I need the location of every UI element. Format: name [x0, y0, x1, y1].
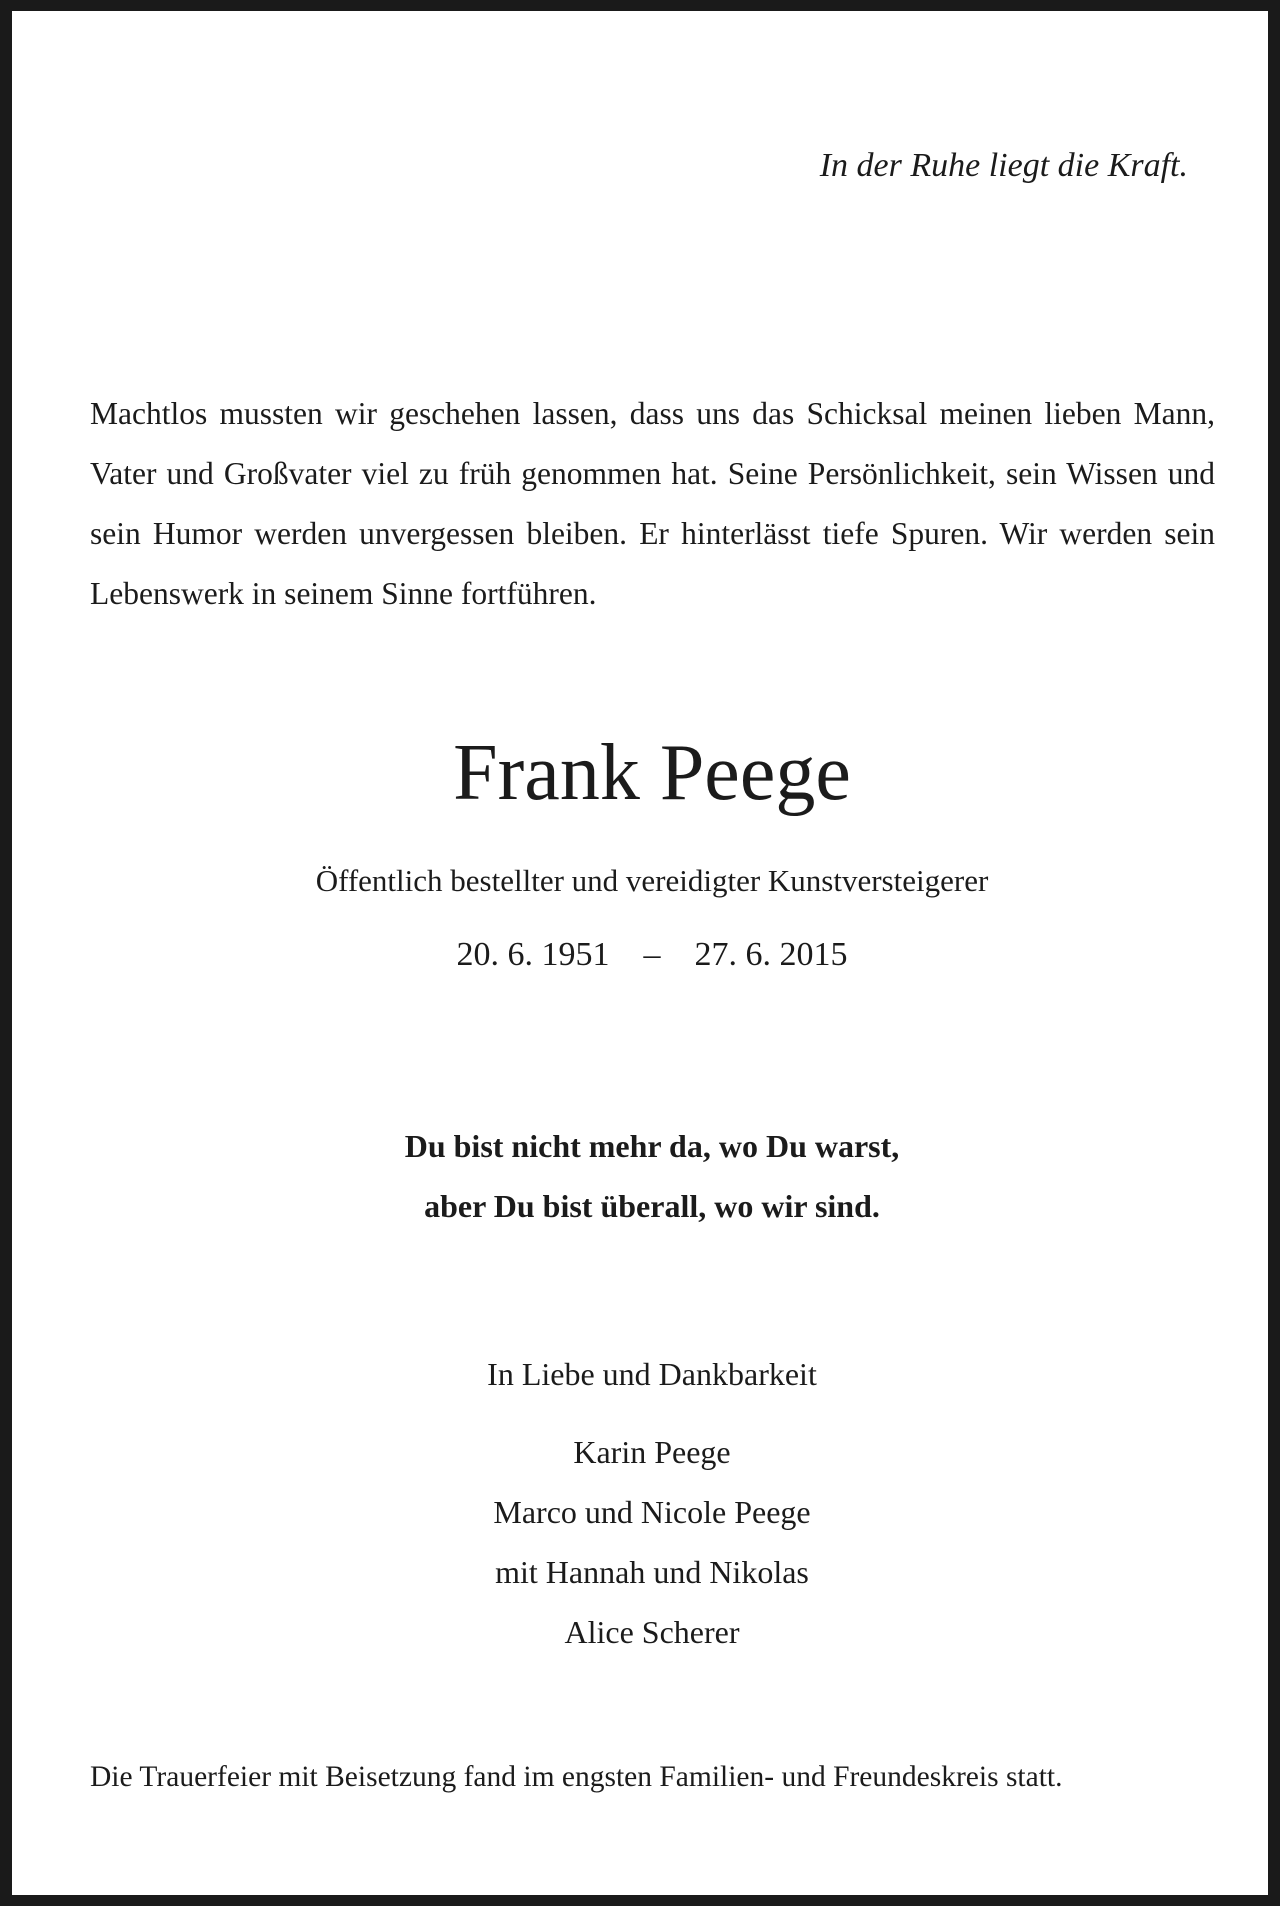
funeral-note: Die Trauerfeier mit Beisetzung fand im engsten Familien- und Freundeskreis statt. — [90, 1761, 1063, 1793]
mourner: Karin Peege — [573, 1434, 731, 1470]
quote-line-2: aber Du bist überall, wo wir sind. — [424, 1188, 880, 1224]
mourner: Alice Scherer — [564, 1614, 740, 1650]
motto: In der Ruhe liegt die Kraft. — [819, 147, 1188, 184]
quote-line-1: Du bist nicht mehr da, wo Du warst, — [404, 1128, 900, 1164]
mourner: Marco und Nicole Peege — [493, 1494, 811, 1530]
deceased-name: Frank Peege — [453, 729, 851, 817]
mourners-list — [12, 1422, 1280, 1662]
birth-date: 20. 6. 1951 — [456, 936, 610, 973]
deceased-title: Öffentlich bestellter und vereidigter Kunstversteigerer — [315, 863, 989, 898]
memorial-quote — [12, 1116, 1280, 1236]
thanks-line: In Liebe und Dankbarkeit — [487, 1356, 817, 1392]
date-separator: – — [643, 936, 661, 973]
death-date: 27. 6. 2015 — [694, 936, 848, 973]
intro-paragraph: Machtlos mussten wir geschehen lassen, dass uns das Schicksal meinen lieben Mann, Vater und Großvater viel zu früh genommen hat. Seine Persönlichkeit, sein Wissen und sein Humor werden unvergessen bleiben. Er hinterlässt tiefe Spuren. Wir werden sein Lebenswerk in seinem Sinne fortführen. — [90, 396, 1215, 611]
life-dates — [12, 936, 1280, 974]
mourner: mit Hannah und Nikolas — [495, 1554, 809, 1590]
